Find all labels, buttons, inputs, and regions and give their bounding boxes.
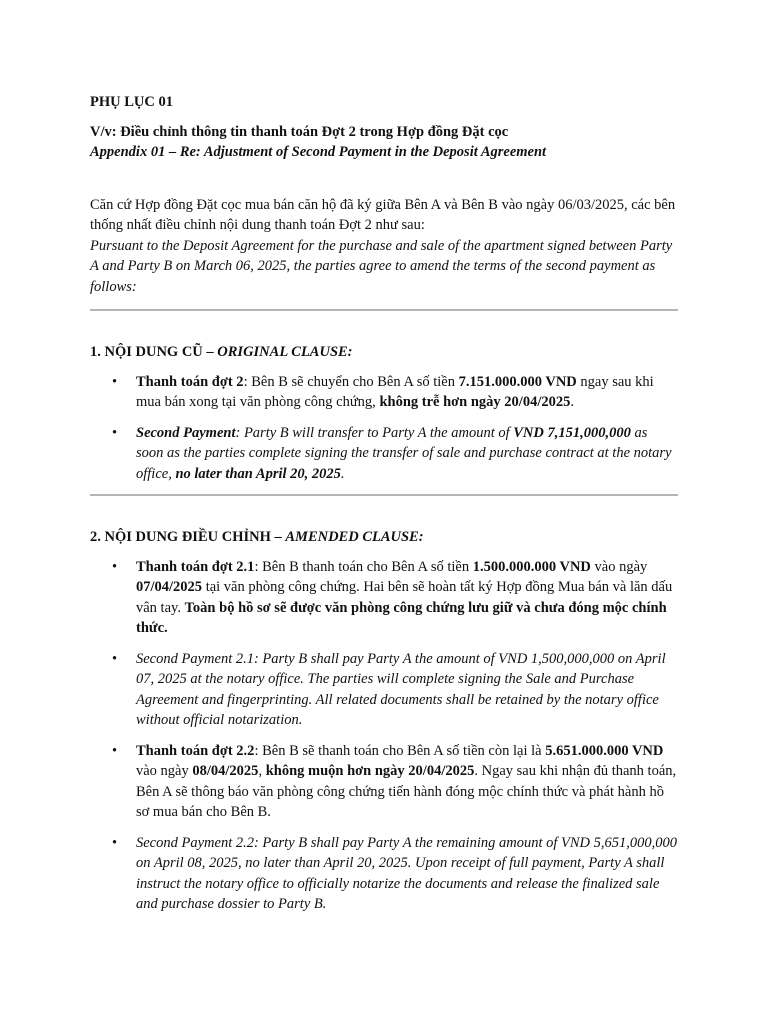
intro-english: Pursuant to the Deposit Agreement for the purchase and sale of the apartment signed between Party A and Party B on March 06, 2025, the parties agree to amend the terms of the second payment as follows: bbox=[90, 237, 673, 295]
section-1-heading bbox=[90, 342, 678, 363]
payment-amount: 7.151.000.000 VND bbox=[458, 373, 577, 390]
original-clause-list bbox=[90, 372, 678, 485]
section-1-heading-en: ORIGINAL CLAUSE: bbox=[217, 344, 353, 360]
section-1-heading-vi: 1. NỘI DUNG CŨ – bbox=[90, 344, 218, 360]
bullet-icon: • bbox=[112, 558, 118, 575]
clause-text: ngay sau khi mua bán xong tại văn phòng công chứng, bbox=[136, 373, 654, 410]
clause-text: vào ngày bbox=[136, 763, 193, 779]
intro-paragraph bbox=[90, 195, 678, 298]
payment-amount: 1.500.000.000 VND bbox=[472, 558, 591, 575]
clause-text: Second Payment 2.2: Party B shall pay Party A the remaining amount of VND 5,651,000,000 on April 08, 2025, no later than April 20, 2025. Upon receipt of full payment, Party A shall instruct the notary office to officially notarize the documents and release the finalized sale and purchase dossier to Party B. bbox=[136, 834, 677, 912]
clause-label: Second Payment bbox=[136, 424, 236, 441]
amended-clause-list bbox=[90, 557, 678, 915]
bullet-icon: • bbox=[112, 650, 118, 667]
section-2-heading-vi: 2. NỘI DUNG ĐIỀU CHỈNH – bbox=[90, 529, 286, 545]
section-divider bbox=[90, 309, 678, 311]
clause-label: Thanh toán đợt 2.1 bbox=[136, 558, 255, 575]
clause-label: Thanh toán đợt 2 bbox=[136, 373, 244, 390]
clause-text: : Bên B thanh toán cho Bên A số tiền bbox=[254, 558, 473, 575]
clause-text: Second Payment 2.1: Party B shall pay Party A the amount of VND 1,500,000,000 on April 07, 2025 at the notary office. The parties will complete signing the Sale and Purchase Agreement and fingerprinting. All related documents shall be retained by the notary office without official notarization. bbox=[136, 650, 666, 728]
clause-text: : Bên B sẽ chuyển cho Bên A số tiền bbox=[243, 373, 459, 390]
clause-text: : Bên B sẽ thanh toán cho Bên A số tiền còn lại là bbox=[254, 742, 546, 759]
payment-amount: VND 7,151,000,000 bbox=[513, 424, 631, 441]
clause-text: tại văn phòng công chứng. Hai bên sẽ hoàn tất ký Hợp đồng Mua bán và lăn dấu vân tay. bbox=[136, 579, 673, 616]
subject-english: Appendix 01 – Re: Adjustment of Second Payment in the Deposit Agreement bbox=[90, 144, 547, 160]
clause-text: . bbox=[340, 465, 345, 482]
section-2-heading bbox=[90, 527, 678, 548]
clause-text: vào ngày bbox=[590, 558, 648, 575]
payment-deadline: không trễ hơn ngày 20/04/2025 bbox=[379, 394, 571, 410]
bullet-icon: • bbox=[112, 373, 118, 390]
list-item bbox=[90, 372, 678, 413]
section-divider bbox=[90, 494, 678, 496]
bullet-icon: • bbox=[112, 424, 118, 441]
bullet-icon: • bbox=[112, 742, 118, 759]
clause-text: . bbox=[570, 394, 574, 410]
subject-vietnamese: V/v: Điều chỉnh thông tin thanh toán Đợt 2 trong Hợp đồng Đặt cọc bbox=[90, 123, 509, 140]
clause-text: as soon as the parties complete signing the transfer of sale and purchase contract at the notary office, bbox=[136, 424, 672, 482]
document-page bbox=[90, 92, 678, 925]
clause-text: , bbox=[258, 763, 266, 779]
clause-text: : Party B will transfer to Party A the amount of bbox=[235, 424, 514, 441]
clause-label: Thanh toán đợt 2.2 bbox=[136, 742, 255, 759]
section-2-heading-en: AMENDED CLAUSE: bbox=[285, 529, 424, 545]
list-item bbox=[90, 557, 678, 639]
list-item bbox=[90, 649, 678, 731]
payment-date: 07/04/2025 bbox=[136, 579, 203, 595]
appendix-title: PHỤ LỤC 01 bbox=[90, 94, 173, 110]
clause-text: . Ngay sau khi nhận đủ thanh toán, Bên A sẽ thông báo văn phòng công chứng tiến hành đóng mộc chính thức và phát hành hồ sơ mua bán cho Bên B. bbox=[136, 763, 677, 820]
payment-date: 08/04/2025 bbox=[192, 763, 259, 779]
list-item bbox=[90, 741, 678, 823]
payment-deadline: no later than April 20, 2025 bbox=[175, 465, 341, 482]
payment-deadline: không muộn hơn ngày 20/04/2025 bbox=[265, 763, 475, 779]
intro-vietnamese: Căn cứ Hợp đồng Đặt cọc mua bán căn hộ đã ký giữa Bên A và Bên B vào ngày 06/03/2025, các bên thống nhất điều chỉnh nội dung thanh toán Đợt 2 như sau: bbox=[90, 196, 676, 233]
list-item bbox=[90, 833, 678, 915]
list-item bbox=[90, 423, 678, 485]
bullet-icon: • bbox=[112, 834, 118, 851]
payment-amount: 5.651.000.000 VND bbox=[545, 742, 664, 759]
clause-note: Toàn bộ hồ sơ sẽ được văn phòng công chứng lưu giữ và chưa đóng mộc chính thức. bbox=[136, 599, 667, 636]
